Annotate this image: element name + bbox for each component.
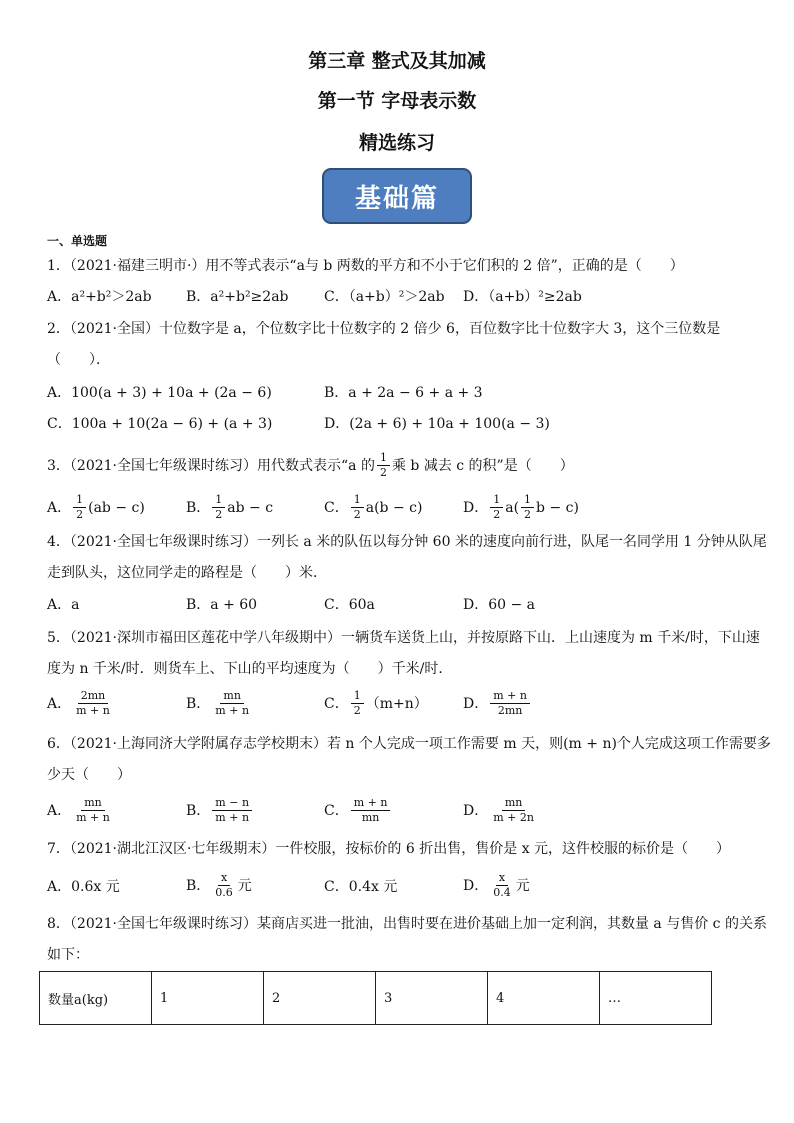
table-cell: 2 bbox=[264, 972, 376, 1025]
option-label: C． bbox=[324, 695, 349, 712]
fraction-numerator: 1 bbox=[73, 494, 86, 508]
q3-option-a bbox=[47, 494, 145, 521]
option-fraction bbox=[351, 797, 391, 824]
fraction-numerator: m − n bbox=[212, 797, 252, 811]
section-title: 第一节 字母表示数 bbox=[317, 90, 477, 112]
table-cell: 1 bbox=[152, 972, 264, 1025]
option-fraction bbox=[73, 494, 86, 521]
fraction-numerator: x bbox=[218, 872, 230, 886]
q6-option-c bbox=[324, 797, 392, 824]
q6-option-a bbox=[47, 797, 115, 824]
q1-option-b: B．a²+b²≥2ab bbox=[186, 289, 289, 305]
fraction-numerator: mn bbox=[81, 797, 105, 811]
option-label: A． bbox=[47, 695, 72, 712]
option-expression: a( bbox=[505, 499, 520, 516]
question-4-stem-cont: 走到队头，这位同学走的路程是（ ）米． bbox=[47, 565, 327, 581]
fraction-denominator: 2 bbox=[493, 508, 501, 522]
q2-option-d: D．(2a + 6) + 10a + 100(a − 3) bbox=[324, 416, 550, 432]
fraction-denominator: 2 bbox=[379, 466, 387, 480]
fraction-denominator: m + n bbox=[76, 704, 110, 718]
option-label: C． bbox=[324, 499, 349, 516]
table-cell: 4 bbox=[488, 972, 600, 1025]
q4-option-b: B．a + 60 bbox=[186, 597, 258, 613]
quantity-price-table bbox=[39, 971, 712, 1025]
q3-option-b bbox=[186, 494, 273, 521]
question-4-stem: 4．（2021·全国七年级课时练习）一列长 a 米的队伍以每分钟 60 米的速度向前行进，队尾一名同学用 1 分钟从队尾 bbox=[47, 534, 767, 550]
question-2-stem-cont: （ ）． bbox=[47, 352, 110, 368]
fraction-denominator: 2 bbox=[215, 508, 223, 522]
fraction-numerator: 1 bbox=[351, 494, 364, 508]
level-badge: 基础篇 bbox=[322, 168, 472, 224]
question-7-stem: 7．（2021·湖北江汉区·七年级期末）一件校服，按标价的 6 折出售，售价是 x 元，这件校服的标价是（ ） bbox=[47, 841, 731, 857]
table-cell: 3 bbox=[376, 972, 488, 1025]
fraction-denominator: m + n bbox=[215, 811, 250, 825]
fraction-denominator: 2 bbox=[76, 508, 84, 522]
option-fraction bbox=[212, 872, 236, 899]
q3-option-d bbox=[463, 494, 579, 521]
fraction-numerator: m + n bbox=[490, 690, 530, 704]
table-row bbox=[40, 972, 712, 1025]
fraction-numerator: mn bbox=[220, 690, 244, 704]
q2-option-b: B．a + 2a − 6 + a + 3 bbox=[324, 385, 483, 401]
option-unit: 元 bbox=[515, 877, 530, 894]
q2-option-c: C．100a + 10(2a − 6) + (a + 3) bbox=[47, 416, 273, 432]
question-8-stem: 8．（2021·全国七年级课时练习）某商店买进一批油，出售时要在进价基础上加一定利润，其数量 a 与售价 c 的关系 bbox=[47, 916, 767, 932]
option-label: B． bbox=[186, 499, 211, 516]
option-label: D． bbox=[463, 802, 489, 819]
option-fraction bbox=[351, 494, 364, 521]
fraction-denominator: mn bbox=[361, 811, 380, 825]
table-cell: 数量a(kg) bbox=[40, 972, 152, 1025]
option-expression: （m+n） bbox=[365, 695, 428, 712]
section-heading: 一、单选题 bbox=[47, 234, 108, 248]
fraction-denominator: 0.6 bbox=[215, 886, 233, 900]
question-5-stem: 5．（2021·深圳市福田区莲花中学八年级期中）一辆货车送货上山，并按原路下山．上山速度为 m 千米/时，下山速 bbox=[47, 630, 760, 646]
q3-stem-fraction bbox=[377, 452, 390, 479]
q7-option-a: A．0.6x 元 bbox=[47, 879, 120, 895]
q4-option-a: A．a bbox=[47, 597, 80, 613]
fraction-numerator: 1 bbox=[490, 494, 503, 508]
subtitle: 精选练习 bbox=[358, 132, 435, 154]
q5-option-c bbox=[324, 690, 428, 717]
option-fraction-inner bbox=[521, 494, 534, 521]
option-label: B． bbox=[186, 802, 211, 819]
option-label: C． bbox=[324, 802, 349, 819]
fraction-denominator: m + n bbox=[215, 704, 250, 718]
option-fraction bbox=[73, 690, 113, 717]
question-3-stem bbox=[47, 452, 574, 479]
fraction-numerator: m + n bbox=[351, 797, 391, 811]
option-label: D． bbox=[463, 695, 489, 712]
q6-option-d bbox=[463, 797, 539, 824]
option-label: A． bbox=[47, 499, 72, 516]
q3-option-c bbox=[324, 494, 422, 521]
fraction-denominator: 2 bbox=[353, 704, 361, 718]
option-expression: (ab − c) bbox=[88, 499, 145, 516]
option-fraction bbox=[212, 690, 252, 717]
option-label: B． bbox=[186, 877, 211, 894]
question-5-stem-cont: 度为 n 千米/时．则货车上、下山的平均速度为（ ）千米/时． bbox=[47, 661, 453, 677]
q7-option-c: C．0.4x 元 bbox=[324, 879, 398, 895]
chapter-title: 第三章 整式及其加减 bbox=[308, 50, 486, 72]
option-expression: a(b − c) bbox=[365, 499, 423, 516]
q1-option-d: D．（a+b）²≥2ab bbox=[463, 289, 582, 305]
option-fraction bbox=[490, 494, 503, 521]
fraction-numerator: 1 bbox=[377, 452, 390, 466]
option-fraction bbox=[490, 797, 537, 824]
q5-option-b bbox=[186, 690, 254, 717]
fraction-denominator: 2 bbox=[353, 508, 361, 522]
fraction-denominator: 2 bbox=[524, 508, 532, 522]
q1-option-c: C．（a+b）²＞2ab bbox=[324, 289, 445, 305]
fraction-numerator: 1 bbox=[212, 494, 225, 508]
question-8-stem-cont: 如下： bbox=[47, 947, 89, 963]
option-label: D． bbox=[463, 499, 489, 516]
q3-stem-part-b: 乘 b 减去 c 的积”是（ ） bbox=[391, 457, 574, 474]
fraction-numerator: x bbox=[496, 872, 508, 886]
q5-option-a bbox=[47, 690, 115, 717]
fraction-denominator: m + n bbox=[76, 811, 110, 825]
question-2-stem: 2．（2021·全国）十位数字是 a，个位数字比十位数字的 2 倍少 6，百位数字比十位数字大 3，这个三位数是 bbox=[47, 321, 721, 337]
fraction-denominator: 0.4 bbox=[493, 886, 511, 900]
q4-option-d: D．60 − a bbox=[463, 597, 536, 613]
option-expression-tail: b − c) bbox=[536, 499, 579, 516]
fraction-denominator: m + 2n bbox=[493, 811, 534, 825]
option-fraction bbox=[490, 872, 514, 899]
option-unit: 元 bbox=[237, 877, 252, 894]
q5-option-d bbox=[463, 690, 532, 717]
q3-stem-part-a: 3．（2021·全国七年级课时练习）用代数式表示“a 的 bbox=[47, 457, 375, 474]
fraction-numerator: 1 bbox=[521, 494, 534, 508]
option-expression: ab − c bbox=[227, 499, 274, 516]
fraction-numerator: mn bbox=[502, 797, 526, 811]
option-fraction bbox=[351, 690, 364, 717]
option-label: A． bbox=[47, 802, 72, 819]
fraction-denominator: 2mn bbox=[497, 704, 523, 718]
q4-option-c: C．60a bbox=[324, 597, 375, 613]
question-6-stem-cont: 少天（ ） bbox=[47, 767, 131, 783]
option-label: B． bbox=[186, 695, 211, 712]
q1-option-a: A．a²+b²＞2ab bbox=[47, 289, 152, 305]
option-fraction bbox=[73, 797, 113, 824]
q7-option-b bbox=[186, 872, 252, 899]
fraction-numerator: 1 bbox=[351, 690, 364, 704]
q2-option-a: A．100(a + 3) + 10a + (2a − 6) bbox=[47, 385, 272, 401]
fraction-numerator: 2mn bbox=[78, 690, 109, 704]
table-cell: … bbox=[600, 972, 712, 1025]
q6-option-b bbox=[186, 797, 254, 824]
option-fraction bbox=[212, 494, 225, 521]
option-fraction bbox=[490, 690, 530, 717]
option-label: D． bbox=[463, 877, 489, 894]
question-6-stem: 6．（2021·上海同济大学附属存志学校期末）若 n 个人完成一项工作需要 m 天，则(m + n)个人完成这项工作需要多 bbox=[47, 736, 771, 752]
question-1-stem: 1．（2021·福建三明市·）用不等式表示“a与 b 两数的平方和不小于它们积的 2 倍”，正确的是（ ） bbox=[47, 258, 684, 274]
q7-option-d bbox=[463, 872, 530, 899]
option-fraction bbox=[212, 797, 252, 824]
